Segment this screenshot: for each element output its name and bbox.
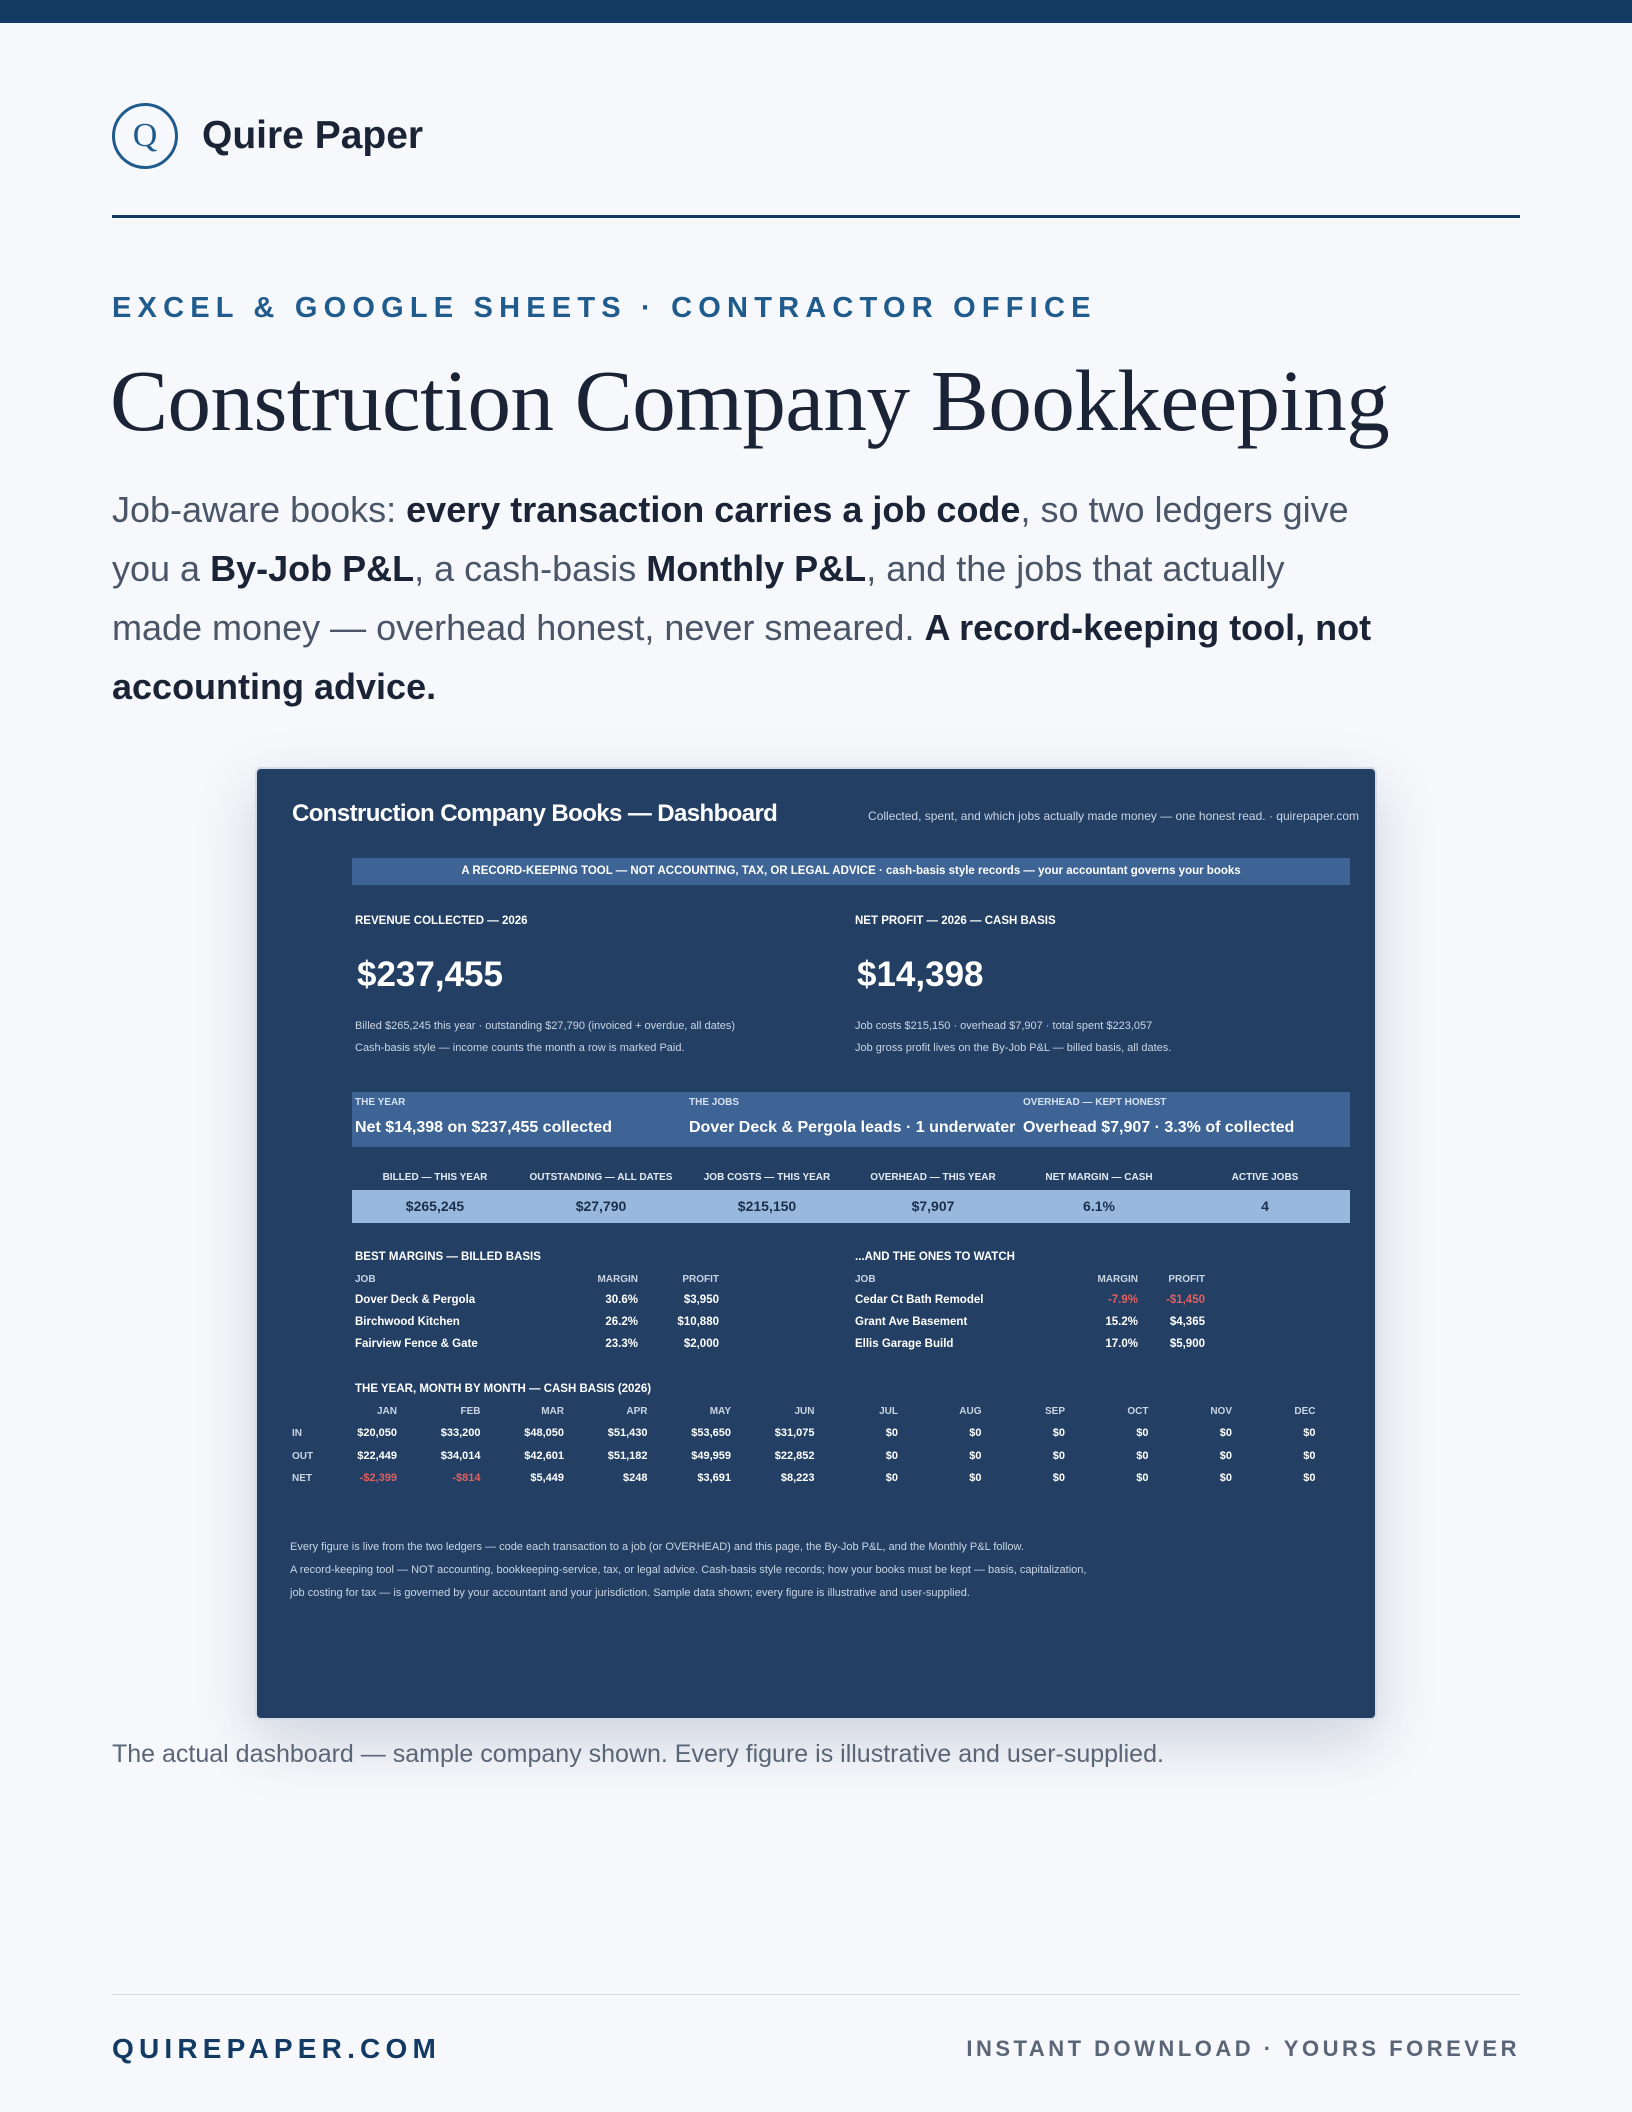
watch-list-title: ...AND THE ONES TO WATCH	[855, 1251, 1015, 1263]
brand-name: Quire Paper	[202, 114, 424, 157]
footnote: job costing for tax — is governed by your accountant and your jurisdiction. Sample data shown; every figure is illustrative and user-supplied.	[290, 1587, 970, 1599]
month-value: $0	[885, 1472, 898, 1484]
column-header: PROFIT	[1168, 1274, 1205, 1285]
month-value: $53,650	[691, 1427, 731, 1439]
intro-text: , so two ledgers give you a	[112, 489, 1349, 589]
intro-text: , a cash-basis	[414, 548, 647, 589]
job-margin: 26.2%	[605, 1316, 638, 1328]
metric-value: 6.1%	[1083, 1198, 1115, 1214]
dashboard-screenshot	[255, 767, 1377, 1720]
month-value: $0	[1052, 1427, 1065, 1439]
summary-year	[352, 1092, 682, 1147]
month-value: $22,852	[774, 1449, 815, 1462]
summary-label: OVERHEAD — KEPT HONEST	[1023, 1097, 1167, 1108]
month-value: $0	[969, 1472, 982, 1484]
month-value: $22,449	[357, 1449, 397, 1462]
profit-note: Job gross profit lives on the By-Job P&L — billed basis, all dates.	[855, 1042, 1172, 1054]
best-margins-title: BEST MARGINS — BILLED BASIS	[355, 1251, 541, 1263]
column-header: JOB	[855, 1274, 876, 1285]
revenue-note: Cash-basis style — income counts the month a row is marked Paid.	[355, 1042, 685, 1054]
month-value: $0	[1219, 1472, 1232, 1484]
job-name: Grant Ave Basement	[855, 1316, 968, 1328]
month-value: $0	[1136, 1427, 1149, 1439]
profit-note: Job costs $215,150 · overhead $7,907 · total spent $223,057	[855, 1020, 1153, 1032]
metric-label: JOB COSTS — THIS YEAR	[703, 1172, 831, 1183]
job-profit: $3,950	[683, 1294, 719, 1306]
month-value: $0	[1052, 1472, 1065, 1484]
metric-value: $265,245	[405, 1198, 465, 1214]
job-profit: $5,900	[1169, 1338, 1205, 1350]
dashboard-tagline: Collected, spent, and which jobs actually made money — one honest read. · quirepaper.com	[868, 809, 1359, 823]
metric-label: OVERHEAD — THIS YEAR	[870, 1172, 996, 1183]
month-header: JAN	[376, 1406, 397, 1417]
month-header: DEC	[1294, 1406, 1316, 1417]
month-header: AUG	[959, 1406, 982, 1417]
job-name: Cedar Ct Bath Remodel	[855, 1294, 984, 1306]
dashboard-title: Construction Company Books — Dashboard	[292, 800, 778, 827]
brand[interactable]	[112, 103, 423, 169]
header-rule	[112, 215, 1520, 218]
profit-label: NET PROFIT — 2026 — CASH BASIS	[855, 915, 1056, 927]
metric-label: OUTSTANDING — ALL DATES	[529, 1172, 673, 1183]
month-header: APR	[626, 1406, 648, 1417]
month-value: $0	[1303, 1472, 1316, 1484]
summary-strip	[352, 1092, 1350, 1147]
job-profit: $10,880	[677, 1316, 719, 1328]
column-header: PROFIT	[682, 1274, 719, 1285]
month-value: -$814	[452, 1472, 481, 1484]
footnote: Every figure is live from the two ledgers — code each transaction to a job (or OVERHEAD) and this page, the By-Job P&L, and the Monthly P&L follow.	[290, 1541, 1024, 1553]
month-value: $49,959	[691, 1449, 731, 1462]
intro-text: Job-aware books:	[112, 489, 407, 530]
job-name: Ellis Garage Build	[855, 1338, 954, 1350]
monthly-title: THE YEAR, MONTH BY MONTH — CASH BASIS (2026)	[355, 1383, 652, 1395]
month-value: $0	[1052, 1449, 1065, 1462]
job-margin: 30.6%	[605, 1294, 638, 1306]
month-header: MAY	[709, 1406, 731, 1417]
month-value: $0	[885, 1427, 898, 1439]
footer-site-link[interactable]: QUIREPAPER.COM	[112, 2033, 441, 2064]
metric-value: $215,150	[737, 1198, 797, 1214]
month-header: JUN	[794, 1406, 815, 1417]
page-title: Construction Company Bookkeeping	[110, 352, 1390, 449]
month-value: $0	[1136, 1472, 1149, 1484]
job-profit: -$1,450	[1165, 1294, 1205, 1306]
intro-paragraph	[112, 480, 1372, 716]
month-header: JUL	[879, 1406, 898, 1417]
job-profit: $2,000	[683, 1338, 719, 1350]
summary-jobs	[686, 1092, 1016, 1147]
revenue-label: REVENUE COLLECTED — 2026	[355, 915, 528, 927]
month-value: $0	[1136, 1449, 1149, 1462]
month-header: OCT	[1127, 1406, 1149, 1417]
month-header: FEB	[460, 1406, 481, 1417]
row-label: IN	[292, 1428, 302, 1439]
month-value: $20,050	[357, 1427, 397, 1439]
month-value: $48,050	[524, 1427, 564, 1439]
job-profit: $4,365	[1169, 1316, 1205, 1328]
summary-value: Dover Deck & Pergola leads · 1 underwater	[689, 1119, 1016, 1136]
summary-value: Overhead $7,907 · 3.3% of collected	[1023, 1119, 1295, 1136]
month-value: $248	[623, 1472, 648, 1484]
intro-text: , and the jobs that actually made money — overhead honest, never smeared.	[112, 548, 1285, 648]
month-header: SEP	[1044, 1406, 1065, 1417]
month-value: $33,200	[440, 1427, 481, 1439]
month-value: $5,449	[530, 1472, 564, 1484]
column-header: MARGIN	[1097, 1274, 1138, 1285]
summary-label: THE JOBS	[689, 1097, 740, 1108]
month-value: $42,601	[524, 1449, 564, 1462]
month-header: MAR	[541, 1406, 564, 1417]
intro-emphasis: A record-keeping tool, not accounting advice.	[112, 607, 1372, 707]
job-margin: 15.2%	[1105, 1316, 1138, 1328]
screenshot-caption: The actual dashboard — sample company shown. Every figure is illustrative and user-supplied.	[112, 1740, 1164, 1768]
metric-value: 4	[1261, 1198, 1269, 1214]
revenue-value: $237,455	[357, 955, 503, 994]
month-value: $0	[1219, 1427, 1232, 1439]
footer-tagline: INSTANT DOWNLOAD · YOURS FOREVER	[966, 2036, 1520, 2061]
row-label: NET	[292, 1473, 312, 1484]
column-header: JOB	[355, 1274, 376, 1285]
job-name: Birchwood Kitchen	[355, 1316, 460, 1328]
month-value: $0	[885, 1449, 898, 1462]
metric-value: $27,790	[575, 1198, 627, 1214]
metric-label: ACTIVE JOBS	[1231, 1172, 1299, 1183]
month-value: $0	[969, 1427, 982, 1439]
brand-logo-icon: Q	[112, 103, 178, 169]
disclaimer-banner: A RECORD-KEEPING TOOL — NOT ACCOUNTING, TAX, OR LEGAL ADVICE · cash-basis style records — your accountant governs your books	[352, 858, 1350, 885]
revenue-note: Billed $265,245 this year · outstanding $27,790 (invoiced + overdue, all dates)	[355, 1020, 736, 1032]
month-value: $0	[1303, 1427, 1316, 1439]
month-value: $0	[969, 1449, 982, 1462]
intro-emphasis: Monthly P&L	[646, 548, 867, 589]
footnote: A record-keeping tool — NOT accounting, bookkeeping-service, tax, or legal advice. Cash-basis style records; how your books must be kept — basis, capitalization,	[290, 1564, 1087, 1576]
top-accent-bar	[0, 0, 1632, 23]
month-value: $51,430	[607, 1427, 648, 1439]
summary-label: THE YEAR	[355, 1097, 406, 1108]
metric-label: NET MARGIN — CASH	[1045, 1172, 1153, 1183]
footer-rule	[112, 1994, 1520, 1995]
month-value: $51,182	[607, 1449, 648, 1462]
month-value: $31,075	[774, 1427, 815, 1439]
eyebrow: EXCEL & GOOGLE SHEETS · CONTRACTOR OFFICE	[112, 292, 1097, 324]
month-value: $34,014	[440, 1449, 481, 1462]
month-value: $8,223	[780, 1472, 815, 1484]
column-header: MARGIN	[597, 1274, 638, 1285]
intro-emphasis: By-Job P&L	[210, 548, 415, 589]
profit-value: $14,398	[857, 955, 984, 994]
month-value: -$2,399	[359, 1472, 397, 1484]
month-value: $3,691	[697, 1472, 731, 1484]
summary-value: Net $14,398 on $237,455 collected	[355, 1119, 613, 1136]
metric-label: BILLED — THIS YEAR	[382, 1172, 488, 1183]
month-header: NOV	[1210, 1406, 1232, 1417]
job-name: Dover Deck & Pergola	[355, 1294, 476, 1306]
job-margin: 17.0%	[1105, 1338, 1138, 1350]
metric-value: $7,907	[911, 1198, 955, 1214]
intro-emphasis: every transaction carries a job code	[406, 489, 1021, 530]
month-value: $0	[1219, 1449, 1232, 1462]
job-margin: -7.9%	[1107, 1294, 1138, 1306]
month-value: $0	[1303, 1449, 1316, 1462]
summary-overhead	[1020, 1092, 1350, 1147]
job-margin: 23.3%	[605, 1338, 638, 1350]
job-name: Fairview Fence & Gate	[355, 1338, 478, 1350]
row-label: OUT	[292, 1450, 314, 1462]
